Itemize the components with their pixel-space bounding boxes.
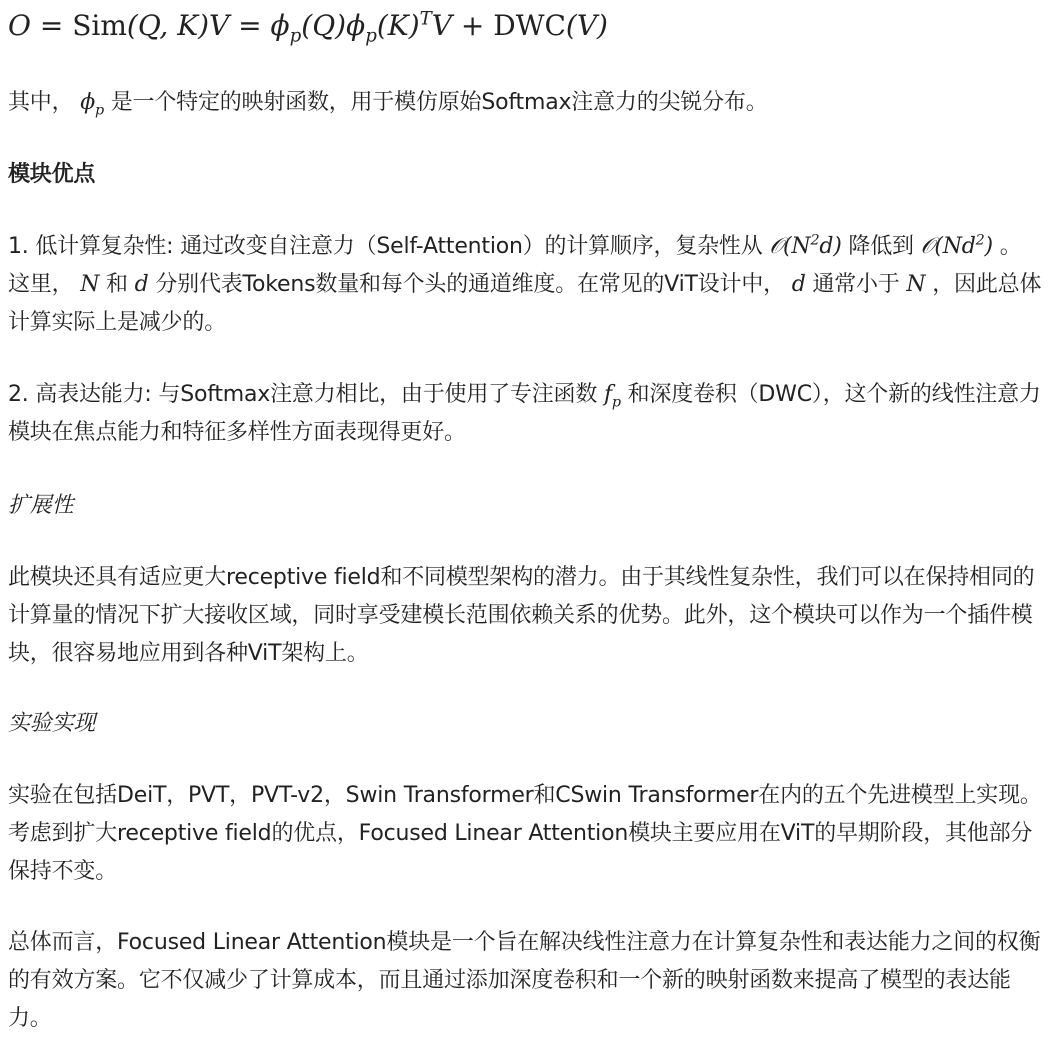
eq-phi-1-sub: p	[289, 25, 302, 47]
text: 1. 低计算复杂性: 通过改变自注意力（Self-Attention）的计算顺序，复杂性从	[8, 234, 770, 259]
text: 降低到	[841, 234, 921, 259]
text: 。这里，	[8, 234, 1022, 297]
eq-output: O	[8, 9, 31, 42]
math-n: N	[906, 272, 926, 297]
math-d: d	[791, 272, 806, 297]
eq-after-transpose: V +	[431, 9, 494, 42]
math-phi: ϕ	[80, 90, 95, 115]
math-expr: d)	[819, 234, 842, 259]
eq-phi-2: ϕ	[346, 9, 366, 42]
math-n: N	[80, 272, 100, 297]
text: 分别代表Tokens数量和每个头的通道维度。在常见的ViT设计中，	[148, 272, 792, 297]
text: 和	[99, 272, 135, 297]
math-big-o: 𝒪	[920, 234, 935, 259]
text: 2. 高表达能力: 与Softmax注意力相比，由于使用了专注函数	[8, 382, 604, 407]
heading-advantages: 模块优点	[8, 162, 96, 187]
paragraph-experiment: 实验在包括DeiT，PVT，PVT-v2，Swin Transformer和CSwin Transformer在内的五个先进模型上实现。考虑到扩大receptive field的优点，Focused Linear Attention模块主要应用在ViT的早期阶段，其他部分保持不变。	[8, 783, 1042, 884]
eq-dwc-arg: (V)	[565, 9, 608, 42]
paragraph-low-complexity	[8, 228, 1043, 342]
paragraph-mapping-function	[8, 84, 768, 122]
eq-equals-2: =	[229, 9, 271, 42]
math-big-o: 𝒪	[769, 234, 784, 259]
attention-equation	[8, 6, 608, 46]
math-sup: 2	[810, 232, 820, 249]
math-phi-sub: p	[95, 102, 104, 119]
math-expr: (Nd	[934, 234, 976, 259]
math-f: f	[603, 382, 612, 407]
paragraph-summary: 总体而言，Focused Linear Attention模块是一个旨在解决线性注意力在计算复杂性和表达能力之间的权衡的有效方案。它不仅减少了计算成本，而且通过添加深度卷积和一个新的映射函数来提高了模型的表达能力。	[8, 930, 1041, 1031]
text: 通常小于	[805, 272, 907, 297]
heading-experiment: 实验实现	[8, 711, 96, 736]
paragraph-scalability: 此模块还具有适应更大receptive field和不同模型架构的潜力。由于其线性复杂性，我们可以在保持相同的计算量的情况下扩大接收区域，同时享受建模长范围依赖关系的优势。此外，这个模块可以作为一个插件模块，很容易地应用到各种ViT架构上。	[8, 565, 1035, 666]
math-f-sub: p	[611, 394, 621, 411]
eq-sim: Sim	[72, 9, 127, 42]
eq-phi-1-arg: (Q)	[301, 9, 347, 42]
eq-equals-1: =	[30, 9, 73, 42]
heading-scalability: 扩展性	[8, 493, 74, 518]
eq-phi-2-arg: (K)	[376, 9, 420, 42]
text: 其中，	[8, 90, 81, 115]
math-sup: 2	[975, 232, 985, 249]
paragraph-high-expressiveness	[8, 376, 1043, 452]
eq-dwc: DWC	[493, 9, 566, 42]
math-expr: )	[984, 234, 993, 259]
text: 和深度卷积（DWC），这个新的线性注意力模块在焦点能力和特征多样性方面表现得更好。	[8, 382, 1041, 445]
text: ，因此总体计算实际上是减少的。	[8, 272, 1042, 335]
math-expr: (N	[783, 234, 811, 259]
text: 是一个特定的映射函数，用于模仿原始Softmax注意力的尖锐分布。	[103, 90, 768, 115]
eq-transpose: T	[419, 8, 432, 30]
math-d: d	[134, 272, 149, 297]
eq-phi-1: ϕ	[270, 9, 290, 42]
eq-phi-2-sub: p	[365, 25, 377, 47]
eq-sim-args: (Q, K)V	[126, 9, 230, 42]
